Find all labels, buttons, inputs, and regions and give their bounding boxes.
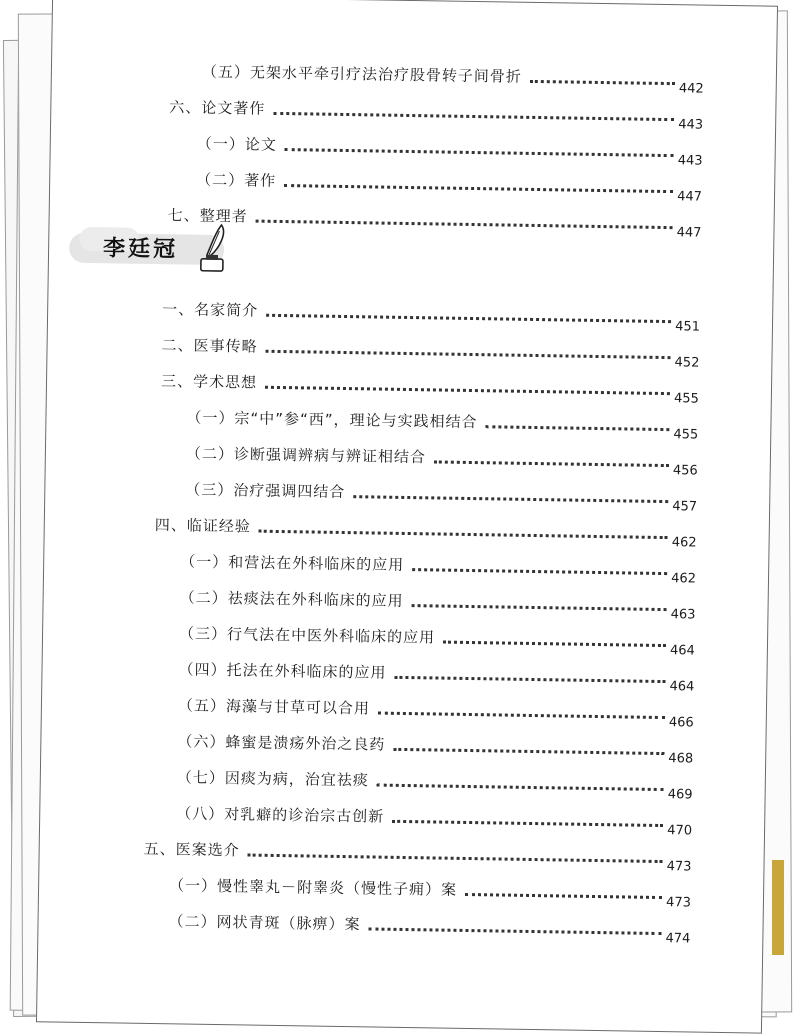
- toc-entry[interactable]: [168, 873, 692, 911]
- toc-entry[interactable]: [162, 297, 701, 335]
- toc-entry[interactable]: [179, 585, 696, 623]
- toc-entry[interactable]: [185, 478, 698, 515]
- section-title: 李廷冠: [102, 235, 179, 263]
- toc-entry-page: 469: [667, 787, 693, 803]
- toc-entry-label: （七）因痰为病，治宜祛痰: [176, 768, 369, 790]
- toc-entry-label: （一）论文: [196, 134, 277, 154]
- toc-entry-page: 452: [674, 355, 700, 371]
- leader-dots: [393, 748, 664, 755]
- toc-entry[interactable]: [178, 657, 695, 695]
- toc-entry-label: （四）托法在外科临床的应用: [178, 660, 387, 682]
- toc-entry-page: 463: [670, 607, 696, 623]
- toc-page: [36, 0, 778, 1034]
- toc-entry-page: 456: [672, 463, 698, 479]
- leader-dots: [465, 893, 662, 899]
- toc-entry[interactable]: [201, 60, 704, 97]
- toc-entry-page: 447: [676, 225, 702, 241]
- toc-entry-label: 五、医案选介: [143, 839, 240, 860]
- leader-dots: [368, 927, 661, 935]
- toc-entry-label: （二）著作: [196, 170, 277, 190]
- toc-entry[interactable]: [196, 132, 703, 169]
- toc-entry-page: 470: [667, 823, 693, 839]
- toc-entry[interactable]: [178, 621, 696, 659]
- leader-dots: [266, 350, 671, 359]
- leader-dots: [273, 112, 674, 121]
- toc-entry[interactable]: [176, 765, 693, 803]
- toc-entry[interactable]: [196, 168, 703, 205]
- toc-entry-page: 464: [669, 643, 696, 659]
- toc-entry-page: 447: [677, 189, 703, 205]
- toc-entry-label: （二）诊断强调辨病与辨证相结合: [185, 444, 427, 467]
- toc-entry-label: （六）蜂蜜是溃疡外治之良药: [177, 732, 386, 754]
- section-heading: [69, 221, 240, 278]
- leader-dots: [434, 460, 669, 467]
- toc-entry-label: （三）治疗强调四结合: [185, 480, 346, 502]
- leader-dots: [284, 184, 673, 193]
- toc-entry-page: 443: [677, 153, 703, 169]
- toc-entry-label: 一、名家简介: [162, 300, 259, 320]
- toc-entry[interactable]: [143, 837, 692, 875]
- leader-dots: [412, 568, 667, 575]
- toc-entry-page: 462: [671, 535, 697, 551]
- toc-entry[interactable]: [160, 369, 699, 407]
- toc-entry-page: 464: [669, 679, 695, 695]
- leader-dots: [392, 820, 663, 827]
- toc-entry-label: （三）行气法在中医外科临床的应用: [178, 624, 436, 647]
- toc-entry-page: 442: [678, 81, 704, 97]
- toc-entry[interactable]: [167, 203, 702, 241]
- toc-entry-page: 462: [671, 571, 697, 587]
- toc-entry-label: 四、临证经验: [154, 516, 251, 536]
- toc-entry[interactable]: [168, 909, 691, 947]
- toc-entry[interactable]: [177, 729, 694, 767]
- toc-entry-page: 451: [675, 319, 701, 335]
- leader-dots: [265, 386, 670, 395]
- leader-dots: [394, 676, 665, 683]
- leader-dots: [248, 854, 663, 864]
- toc-entry-label: （二）祛痰法在外科临床的应用: [179, 588, 404, 610]
- leader-dots: [256, 220, 673, 230]
- toc-entry-label: （一）和营法在外科临床的应用: [180, 552, 405, 574]
- leader-dots: [259, 530, 668, 539]
- toc-entry-label: （二）网状青斑（脉痹）案: [168, 912, 361, 934]
- leader-dots: [530, 80, 675, 85]
- leader-dots: [285, 148, 674, 157]
- leader-dots: [377, 784, 664, 792]
- toc-entry-page: 474: [665, 931, 691, 947]
- toc-entry[interactable]: [154, 513, 697, 551]
- leader-dots: [353, 495, 668, 503]
- toc-entry[interactable]: [180, 549, 697, 587]
- toc-entry-label: 三、学术思想: [160, 372, 258, 392]
- toc-entry-label: 二、医事传略: [161, 336, 258, 356]
- leader-dots: [378, 712, 665, 720]
- toc-entry[interactable]: [177, 693, 694, 731]
- toc-entry-label: 七、整理者: [167, 206, 248, 226]
- leader-dots: [266, 314, 671, 323]
- toc-entry-page: 455: [673, 427, 699, 443]
- toc-entry[interactable]: [185, 442, 698, 479]
- toc-entry[interactable]: [169, 95, 704, 133]
- book-spine-edge: [772, 860, 784, 955]
- toc-entry-page: 455: [673, 391, 699, 407]
- toc-entry[interactable]: [161, 333, 700, 371]
- toc-entry-label: （八）对乳癖的诊治宗古创新: [176, 804, 385, 826]
- toc-entry[interactable]: [176, 801, 693, 839]
- quill-inkwell-icon: [197, 223, 232, 276]
- leader-dots: [443, 641, 666, 648]
- leader-dots: [485, 425, 669, 431]
- toc-entry-label: （一）宗“中”参“西”，理论与实践相结合: [186, 408, 478, 432]
- toc-entry-page: 457: [672, 499, 698, 515]
- toc-entry-label: （一）慢性睾丸－附睾炎（慢性子痈）案: [168, 876, 458, 899]
- toc-entry-label: （五）无架水平牵引疗法治疗股骨转子间骨折: [201, 62, 523, 86]
- toc-entry-page: 473: [666, 859, 692, 875]
- toc-entry-page: 443: [678, 117, 704, 133]
- toc-entry-page: 466: [668, 715, 694, 731]
- leader-dots: [412, 604, 667, 611]
- toc-entry[interactable]: [186, 406, 699, 443]
- toc-entry-page: 468: [668, 751, 694, 767]
- toc-entry-page: 473: [665, 895, 692, 911]
- toc-entry-label: 六、论文著作: [169, 98, 266, 118]
- toc-entry-label: （五）海藻与甘草可以合用: [177, 696, 371, 718]
